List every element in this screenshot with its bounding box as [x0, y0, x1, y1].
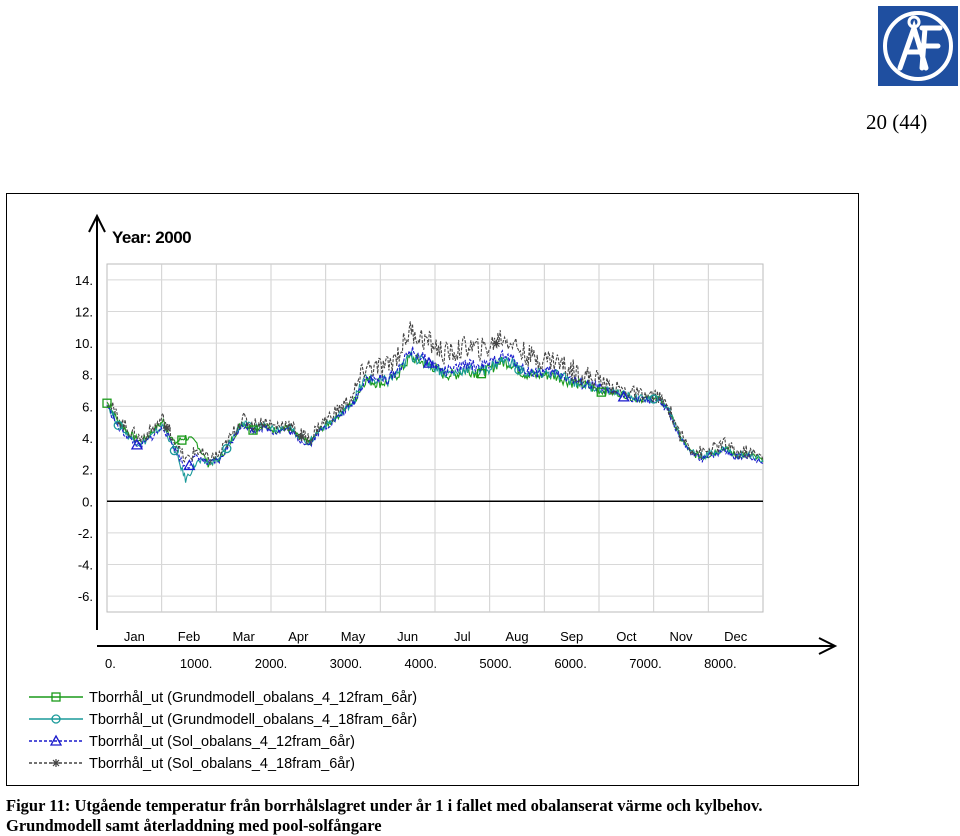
chart-title: Year: 2000 [112, 228, 192, 247]
caption-line-1: Figur 11: Utgående temperatur från borrhålslagret under år 1 i fallet med obalanserat värme och kylbehov. [6, 796, 763, 815]
month-label: Dec [724, 629, 748, 644]
grid [107, 264, 763, 612]
y-tick-label: 2. [82, 462, 93, 478]
y-tick-label: 12. [74, 304, 93, 320]
month-label: Apr [288, 629, 309, 644]
series-lines [103, 321, 763, 482]
y-tick-label: -2. [77, 525, 93, 541]
legend-label-2: Tborrhål_ut (Grundmodell_obalans_4_18fram_6år) [89, 712, 418, 728]
legend-marker-4 [52, 759, 60, 767]
x-tick-label: 0. [105, 656, 116, 671]
x-tick-label: 2000. [254, 656, 288, 671]
month-label: Oct [616, 629, 637, 644]
x-tick-label: 4000. [404, 656, 438, 671]
legend-label-1: Tborrhål_ut (Grundmodell_obalans_4_12fram_6år) [89, 690, 418, 706]
y-tick-label: 10. [74, 336, 93, 352]
month-label: Jan [123, 629, 145, 644]
y-tick-label: -6. [77, 589, 93, 605]
axes [89, 216, 835, 654]
chart-frame [6, 193, 859, 786]
x-tick-label: 8000. [704, 656, 737, 671]
figure-caption [6, 796, 956, 836]
legend [29, 690, 417, 772]
month-label: Nov [669, 629, 693, 644]
x-tick-label: 3000. [329, 656, 363, 671]
x-tick-label: 1000. [179, 656, 213, 671]
y-tick-label: 14. [74, 272, 93, 288]
series-marker-4 [163, 424, 171, 432]
month-label: Jun [397, 629, 419, 644]
page-number: 20 (44) [866, 110, 928, 134]
month-label: Jul [454, 629, 471, 644]
month-label: Mar [232, 629, 255, 644]
y-tick-label: -4. [77, 557, 93, 573]
x-tick-label: 7000. [629, 656, 662, 671]
series-marker-4 [492, 340, 500, 348]
x-tick-label: 6000. [554, 656, 587, 671]
af-logo [878, 6, 958, 86]
legend-label-3: Tborrhål_ut (Sol_obalans_4_12fram_6år) [89, 734, 355, 750]
series-marker-4 [298, 433, 306, 441]
month-label: May [340, 629, 366, 644]
caption-line-2: Grundmodell samt återladdning med pool-solfångare [6, 816, 382, 835]
y-tick-label: 8. [82, 367, 93, 383]
line-chart [7, 194, 860, 787]
legend-label-4: Tborrhål_ut (Sol_obalans_4_18fram_6år) [89, 756, 355, 772]
month-label: Sep [560, 629, 584, 644]
y-tick-label: 4. [82, 431, 93, 446]
y-tick-label: 0. [82, 494, 93, 510]
x-tick-label: 5000. [479, 656, 512, 671]
y-tick-label: 6. [82, 399, 93, 415]
month-label: Feb [177, 629, 201, 644]
month-label: Aug [505, 629, 529, 644]
